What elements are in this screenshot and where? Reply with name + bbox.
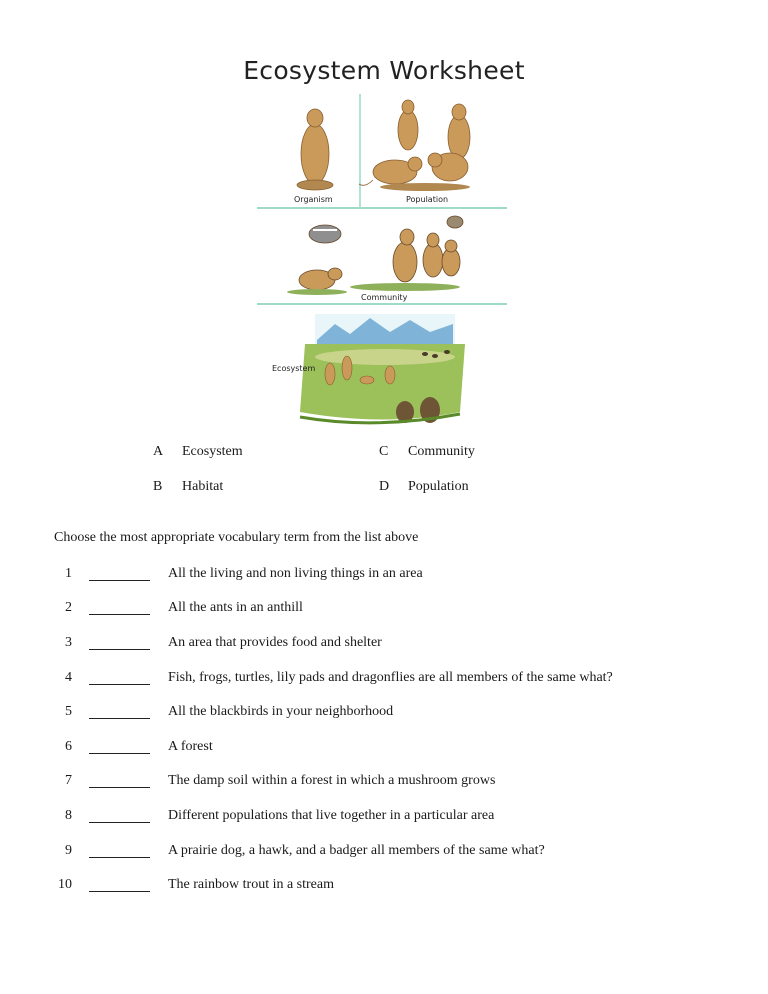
question-text: The damp soil within a forest in which a mushroom grows <box>168 773 496 788</box>
worksheet-title: Ecosystem Worksheet <box>243 56 525 85</box>
instructions: Choose the most appropriate vocabulary term from the list above <box>54 530 419 545</box>
question-text: A prairie dog, a hawk, and a badger all members of the same what? <box>168 843 545 858</box>
term-word: Population <box>408 479 469 494</box>
question-row <box>0 635 768 655</box>
population-prairie-dogs <box>359 100 470 191</box>
caption-ecosystem: Ecosystem <box>272 364 316 373</box>
term-letter: D <box>379 479 390 494</box>
term-word: Community <box>408 444 475 459</box>
term-word: Habitat <box>182 479 224 494</box>
ecosystem-landscape <box>300 314 465 423</box>
question-text: All the ants in an anthill <box>168 600 303 615</box>
question-row <box>0 773 768 793</box>
question-text: A forest <box>168 739 213 754</box>
question-row <box>0 600 768 620</box>
question-number: 8 <box>65 808 72 823</box>
question-text: Different populations that live together in a particular area <box>168 808 495 823</box>
answer-blank[interactable] <box>89 635 150 650</box>
question-text: Fish, frogs, turtles, lily pads and dragonflies are all members of the same what? <box>168 670 613 685</box>
answer-blank[interactable] <box>89 843 150 858</box>
term-letter: C <box>379 444 389 459</box>
term-letter: B <box>153 479 163 494</box>
community-animals <box>287 216 463 295</box>
answer-blank[interactable] <box>89 877 150 892</box>
question-number: 7 <box>65 773 72 788</box>
question-row <box>0 566 768 586</box>
question-text: The rainbow trout in a stream <box>168 877 335 892</box>
term-word: Ecosystem <box>182 444 243 459</box>
caption-community: Community <box>361 293 408 302</box>
question-row <box>0 704 768 724</box>
organism-prairie-dog <box>297 109 333 190</box>
answer-blank[interactable] <box>89 704 150 719</box>
question-row <box>0 877 768 897</box>
answer-blank[interactable] <box>89 808 150 823</box>
term-letter: A <box>153 444 164 459</box>
caption-organism: Organism <box>294 195 333 204</box>
ecosystem-levels-illustration <box>255 92 510 434</box>
question-row <box>0 739 768 759</box>
question-number: 2 <box>65 600 72 615</box>
question-number: 5 <box>65 704 72 719</box>
question-number: 3 <box>65 635 72 650</box>
answer-blank[interactable] <box>89 773 150 788</box>
question-number: 10 <box>58 877 72 892</box>
question-row <box>0 808 768 828</box>
answer-blank[interactable] <box>89 670 150 685</box>
question-text: An area that provides food and shelter <box>168 635 382 650</box>
question-text: All the blackbirds in your neighborhood <box>168 704 394 719</box>
question-number: 6 <box>65 739 72 754</box>
question-row <box>0 843 768 863</box>
question-text: All the living and non living things in an area <box>168 566 423 581</box>
question-number: 1 <box>65 566 72 581</box>
answer-blank[interactable] <box>89 600 150 615</box>
question-number: 9 <box>65 843 72 858</box>
question-number: 4 <box>65 670 72 685</box>
question-row <box>0 670 768 690</box>
ecosystem-levels-figure <box>255 92 510 434</box>
answer-blank[interactable] <box>89 739 150 754</box>
answer-blank[interactable] <box>89 566 150 581</box>
caption-population: Population <box>406 195 449 204</box>
